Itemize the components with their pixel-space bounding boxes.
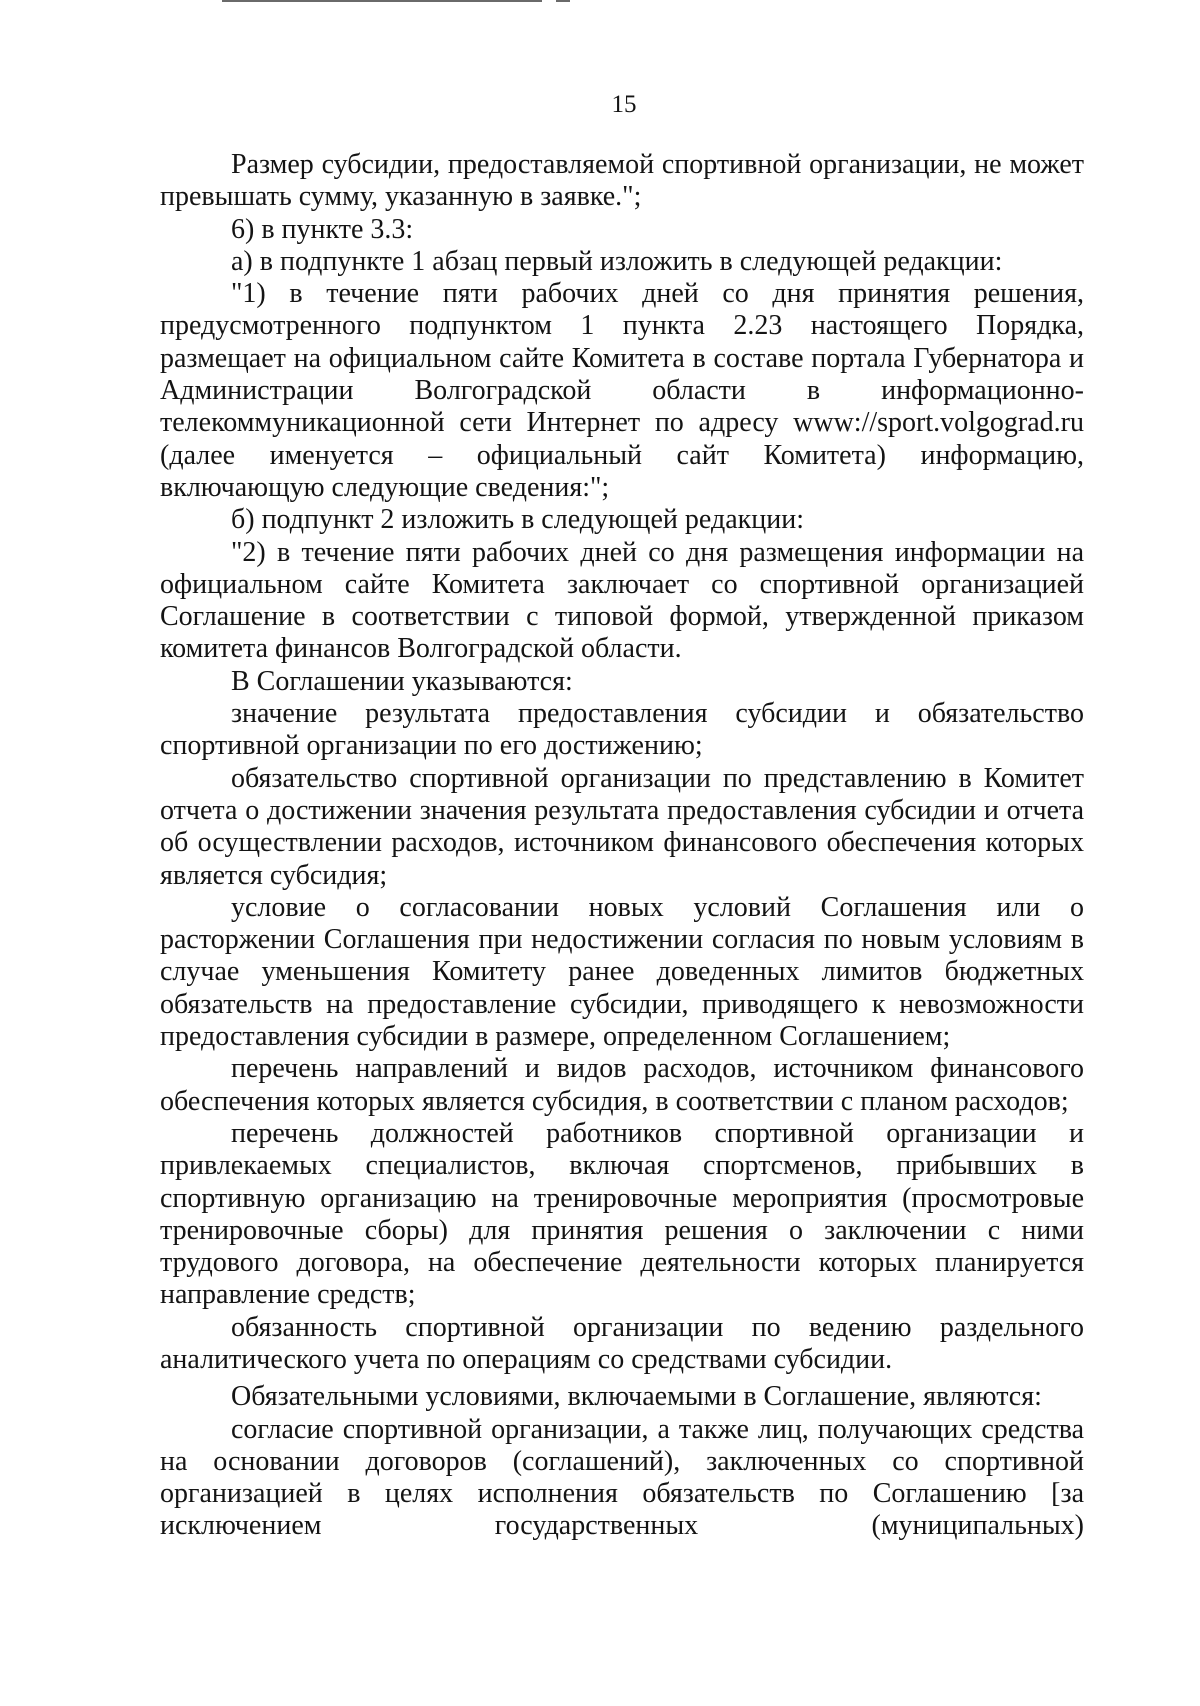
paragraph: "1) в течение пяти рабочих дней со дня принятия решения, предусмотренного подпунктом 1 пункта 2.23 настоящего Порядка, размещает на официальном сайте Комитета в составе портала Губернатора и Администрации Волгоградской области в информационно-телекоммуникационной сети Интернет по адресу www://sport.volgograd.ru (далее именуется – официальный сайт Комитета) информацию, включающую следующие сведения:"; bbox=[160, 278, 1084, 503]
paragraph: Обязательными условиями, включаемыми в Соглашение, являются: bbox=[231, 1381, 1042, 1413]
paragraph: б) подпункт 2 изложить в следующей редакции: bbox=[231, 504, 804, 536]
paragraph: а) в подпункте 1 абзац первый изложить в следующей редакции: bbox=[231, 245, 1003, 277]
paragraph: перечень направлений и видов расходов, источником финансового обеспечения которых является субсидия, в соответствии с планом расходов; bbox=[160, 1053, 1084, 1117]
paragraph: 6) в пункте 3.3: bbox=[231, 213, 414, 245]
document-body bbox=[160, 149, 1084, 1543]
paragraph: В Соглашении указываются: bbox=[231, 665, 573, 697]
page-number: 15 bbox=[611, 91, 637, 118]
paragraph: Размер субсидии, предоставляемой спортивной организации, не может превышать сумму, указанную в заявке."; bbox=[160, 149, 1084, 213]
paragraph: значение результата предоставления субсидии и обязательство спортивной организации по его достижению; bbox=[160, 698, 1084, 762]
paragraph: "2) в течение пяти рабочих дней со дня размещения информации на официальном сайте Комитета заключает со спортивной организацией Соглашение в соответствии с типовой формой, утвержденной приказом комитета финансов Волгоградской области. bbox=[160, 536, 1084, 665]
paragraph: обязанность спортивной организации по ведению раздельного аналитического учета по операциям со средствами субсидии. bbox=[160, 1311, 1084, 1375]
paragraph: согласие спортивной организации, а также лиц, получающих средства на основании договоров (соглашений), заключенных со спортивной организацией в целях исполнения обязательств по Соглашению [за исключением государственных (муниципальных) bbox=[160, 1413, 1084, 1542]
scan-top-edge-line bbox=[222, 0, 542, 2]
paragraph: условие о согласовании новых условий Соглашения или о расторжении Соглашения при недостижении согласия по новым условиям в случае уменьшения Комитету ранее доведенных лимитов бюджетных обязательств на предоставление субсидии, приводящего к невозможности предоставления субсидии в размере, определенном Соглашением; bbox=[160, 891, 1084, 1053]
paragraph: перечень должностей работников спортивной организации и привлекаемых специалистов, включая спортсменов, прибывших в спортивную организацию на тренировочные мероприятия (просмотровые тренировочные сборы) для принятия решения о заключении с ними трудового договора, на обеспечение деятельности которых планируется направление средств; bbox=[160, 1117, 1084, 1311]
paragraph: обязательство спортивной организации по представлению в Комитет отчета о достижении значения результата предоставления субсидии и отчета об осуществлении расходов, источником финансового обеспечения которых является субсидия; bbox=[160, 762, 1084, 891]
scan-top-edge-mark bbox=[556, 0, 570, 2]
